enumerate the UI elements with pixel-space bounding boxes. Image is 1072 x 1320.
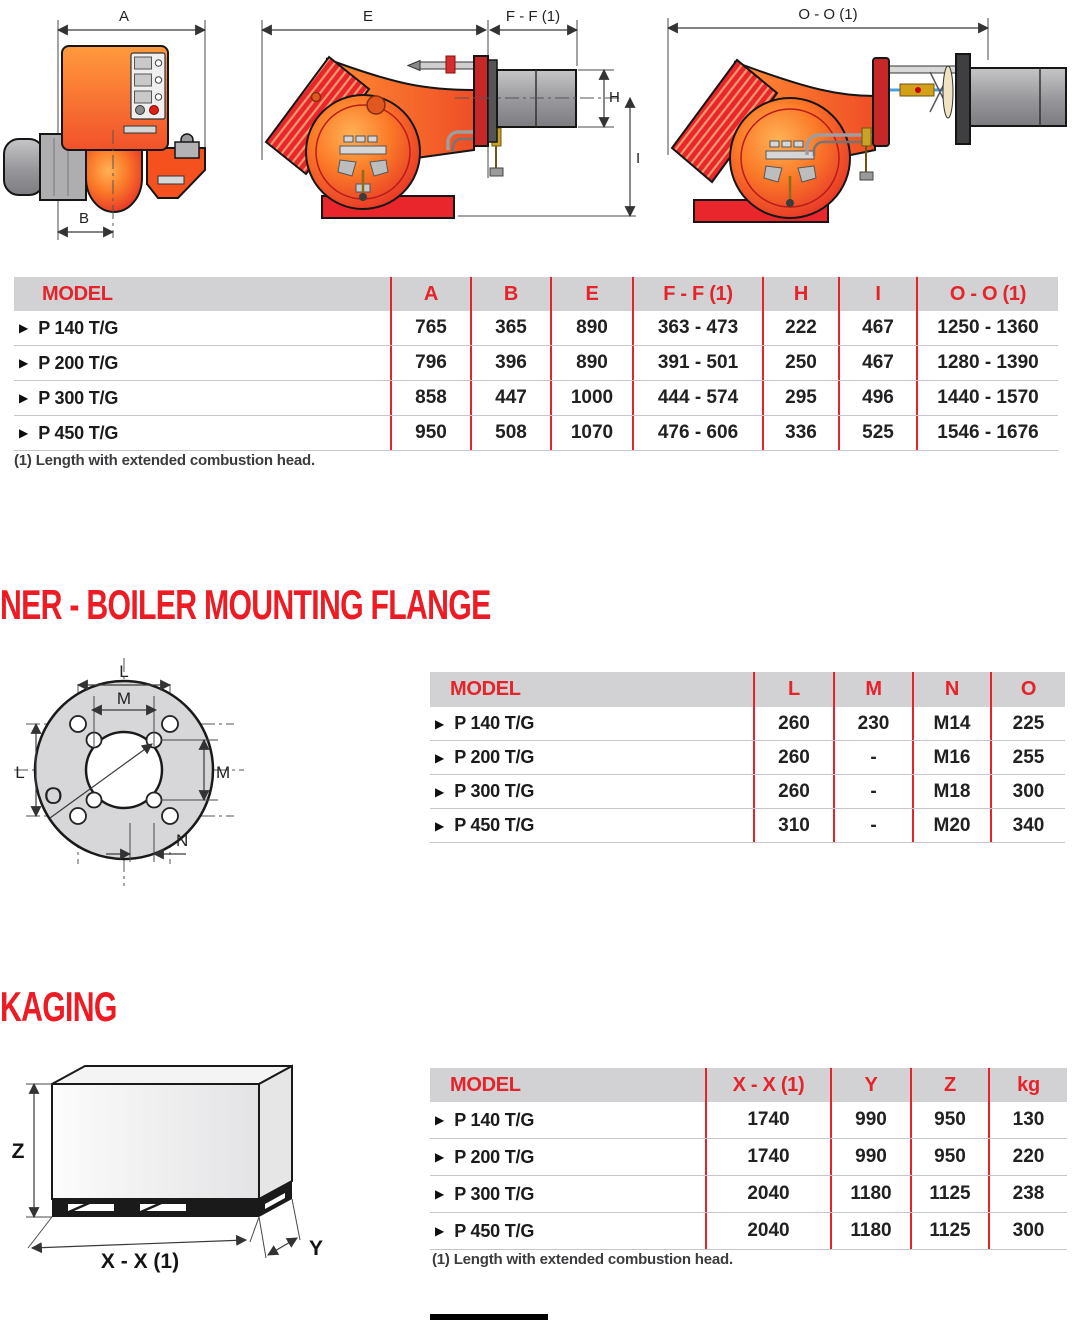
table-cell: 230 — [833, 707, 912, 740]
table-cell: 950 — [910, 1139, 988, 1175]
table-cell: 222 — [762, 311, 838, 345]
table-cell: 950 — [910, 1102, 988, 1138]
table-cell: 508 — [470, 416, 550, 450]
table-cell: 2040 — [705, 1176, 830, 1212]
model-name: P 450 T/G — [454, 815, 535, 835]
table-cell: 1125 — [910, 1176, 988, 1212]
table-cell: 496 — [838, 381, 916, 415]
table-cell: 396 — [470, 346, 550, 380]
footnote: (1) Length with extended combustion head. — [432, 1251, 733, 1268]
dim-label-b: B — [78, 210, 90, 227]
table-cell: 391 - 501 — [632, 346, 762, 380]
table-cell: 255 — [990, 741, 1065, 774]
table-cell: 467 — [838, 346, 916, 380]
packaging-box — [52, 1084, 259, 1199]
table-cell: M16 — [912, 741, 990, 774]
row-marker-icon: ▶ — [435, 1187, 445, 1201]
column-header-model: MODEL — [450, 678, 521, 700]
table-row — [14, 346, 1058, 381]
table-cell: 1125 — [910, 1213, 988, 1249]
table-row — [430, 1102, 1067, 1139]
burner-motor — [4, 139, 44, 195]
table-cell: 444 - 574 — [632, 381, 762, 415]
table-cell: 1440 - 1570 — [916, 381, 1058, 415]
table-cell: 1250 - 1360 — [916, 311, 1058, 345]
table-cell: 300 — [990, 775, 1065, 808]
column-header-model: MODEL — [42, 282, 113, 305]
table-cell: 858 — [390, 381, 470, 415]
table-cell: 1000 — [550, 381, 632, 415]
table-cell: 238 — [988, 1176, 1067, 1212]
column-header-z: Z — [910, 1068, 988, 1102]
model-name: P 140 T/G — [454, 1109, 535, 1130]
table-cell: 1740 — [705, 1139, 830, 1175]
table-cell: 525 — [838, 416, 916, 450]
front-view-drawing — [4, 8, 205, 240]
table-cell: M14 — [912, 707, 990, 740]
table-cell: 467 — [838, 311, 916, 345]
table-cell: 363 - 473 — [632, 311, 762, 345]
table-cell: 340 — [990, 809, 1065, 842]
table-cell: 310 — [753, 809, 833, 842]
row-marker-icon: ▶ — [19, 356, 29, 370]
model-name: P 140 T/G — [38, 317, 119, 338]
table-cell: 1180 — [830, 1176, 910, 1212]
table-cell: 765 — [390, 311, 470, 345]
table-cell: 260 — [753, 775, 833, 808]
table-header-row — [430, 1068, 1067, 1102]
panel-button-red — [150, 106, 159, 115]
mounting-flange — [474, 56, 488, 146]
section-heading-packaging: KAGING — [0, 983, 117, 1030]
table-cell: 1070 — [550, 416, 632, 450]
table-cell: 300 — [988, 1213, 1067, 1249]
extended-blast-tube — [970, 68, 1066, 126]
table-header-row — [14, 277, 1058, 311]
column-header-oo: O - O (1) — [916, 277, 1058, 311]
table-cell: 990 — [830, 1102, 910, 1138]
row-marker-icon: ▶ — [435, 1113, 445, 1127]
table-cell: 225 — [990, 707, 1065, 740]
flange-drawing — [6, 648, 266, 893]
row-marker-icon: ▶ — [19, 426, 29, 440]
model-name: P 450 T/G — [454, 1220, 535, 1241]
table-cell: 1180 — [830, 1213, 910, 1249]
table-cell: 476 - 606 — [632, 416, 762, 450]
column-header-h: H — [762, 277, 838, 311]
model-name: P 300 T/G — [454, 1183, 535, 1204]
table-cell: 250 — [762, 346, 838, 380]
page-footer-bar — [430, 1314, 548, 1320]
side-view-drawing — [262, 8, 640, 218]
packaging-drawing — [4, 1058, 344, 1273]
section-heading-flange: NER - BOILER MOUNTING FLANGE — [0, 581, 491, 628]
packaging-table — [430, 1068, 1067, 1250]
column-header-e: E — [550, 277, 632, 311]
dim-label-z: Z — [11, 1140, 25, 1163]
table-row — [430, 1176, 1067, 1213]
dim-label-oo: O - O (1) — [798, 6, 858, 23]
table-cell: - — [833, 741, 912, 774]
dim-label-y: Y — [309, 1237, 324, 1260]
table-cell: - — [833, 775, 912, 808]
table-row — [14, 311, 1058, 346]
dim-label-l-left: L — [15, 763, 25, 782]
row-marker-icon: ▶ — [19, 321, 29, 335]
column-header-i: I — [838, 277, 916, 311]
row-marker-icon: ▶ — [435, 716, 445, 731]
column-header-kg: kg — [988, 1068, 1067, 1102]
dim-label-ff: F - F (1) — [505, 8, 561, 25]
table-cell: 365 — [470, 311, 550, 345]
table-header-row — [430, 672, 1065, 707]
table-row — [430, 741, 1065, 775]
table-row — [430, 775, 1065, 809]
dim-label-m-top: M — [116, 689, 132, 708]
table-cell: 1740 — [705, 1102, 830, 1138]
model-name: P 200 T/G — [454, 1146, 535, 1167]
dim-label-h: H — [609, 89, 620, 106]
dimensions-table — [14, 277, 1058, 451]
table-row — [430, 707, 1065, 741]
column-header-model: MODEL — [450, 1073, 521, 1096]
table-cell: 220 — [988, 1139, 1067, 1175]
dim-label-n: N — [176, 831, 189, 850]
dim-label-i: I — [636, 150, 641, 167]
model-name: P 300 T/G — [38, 387, 119, 408]
column-header-b: B — [470, 277, 550, 311]
table-cell: 1546 - 1676 — [916, 416, 1058, 450]
column-header-o: O — [990, 672, 1065, 707]
table-cell: 260 — [753, 707, 833, 740]
table-cell: 336 — [762, 416, 838, 450]
table-row — [14, 381, 1058, 416]
dim-label-m-right: M — [216, 763, 231, 782]
dim-label-o: O — [44, 783, 63, 810]
dim-label-a: A — [118, 8, 130, 25]
table-cell: 890 — [550, 346, 632, 380]
row-marker-icon: ▶ — [435, 1224, 445, 1238]
model-name: P 200 T/G — [38, 352, 119, 373]
row-marker-icon: ▶ — [435, 750, 445, 765]
row-marker-icon: ▶ — [435, 1150, 445, 1164]
table-cell: 796 — [390, 346, 470, 380]
flange-table — [430, 672, 1065, 843]
table-row — [430, 1139, 1067, 1176]
table-cell: 890 — [550, 311, 632, 345]
table-row — [14, 416, 1058, 451]
table-cell: M20 — [912, 809, 990, 842]
dim-label-x: X - X (1) — [100, 1250, 180, 1273]
column-header-l: L — [753, 672, 833, 707]
table-cell: 295 — [762, 381, 838, 415]
column-header-y: Y — [830, 1068, 910, 1102]
table-cell: 130 — [988, 1102, 1067, 1138]
table-row — [430, 809, 1065, 843]
row-marker-icon: ▶ — [19, 391, 29, 405]
boiler-plate — [956, 54, 970, 144]
model-name: P 140 T/G — [454, 713, 535, 733]
table-cell: 260 — [753, 741, 833, 774]
row-marker-icon: ▶ — [435, 818, 445, 833]
blower-scroll — [86, 148, 142, 212]
table-cell: 2040 — [705, 1213, 830, 1249]
table-cell: M18 — [912, 775, 990, 808]
footnote: (1) Length with extended combustion head. — [14, 452, 315, 469]
column-header-a: A — [390, 277, 470, 311]
burner-dimension-drawings — [0, 0, 1072, 268]
dim-label-e: E — [362, 8, 374, 25]
table-cell: 990 — [830, 1139, 910, 1175]
table-cell: 1280 - 1390 — [916, 346, 1058, 380]
extended-view-drawing — [668, 6, 1066, 222]
table-cell: 950 — [390, 416, 470, 450]
column-header-xx: X - X (1) — [705, 1068, 830, 1102]
mounting-flange — [873, 58, 889, 146]
model-name: P 450 T/G — [38, 422, 119, 443]
table-cell: - — [833, 809, 912, 842]
column-header-n: N — [912, 672, 990, 707]
column-header-ff: F - F (1) — [632, 277, 762, 311]
row-marker-icon: ▶ — [435, 784, 445, 799]
column-header-m: M — [833, 672, 912, 707]
dim-label-l-top: L — [119, 662, 129, 681]
table-row — [430, 1213, 1067, 1250]
table-cell: 447 — [470, 381, 550, 415]
panel-button-gray — [136, 106, 145, 115]
model-name: P 200 T/G — [454, 747, 535, 767]
model-name: P 300 T/G — [454, 781, 535, 801]
